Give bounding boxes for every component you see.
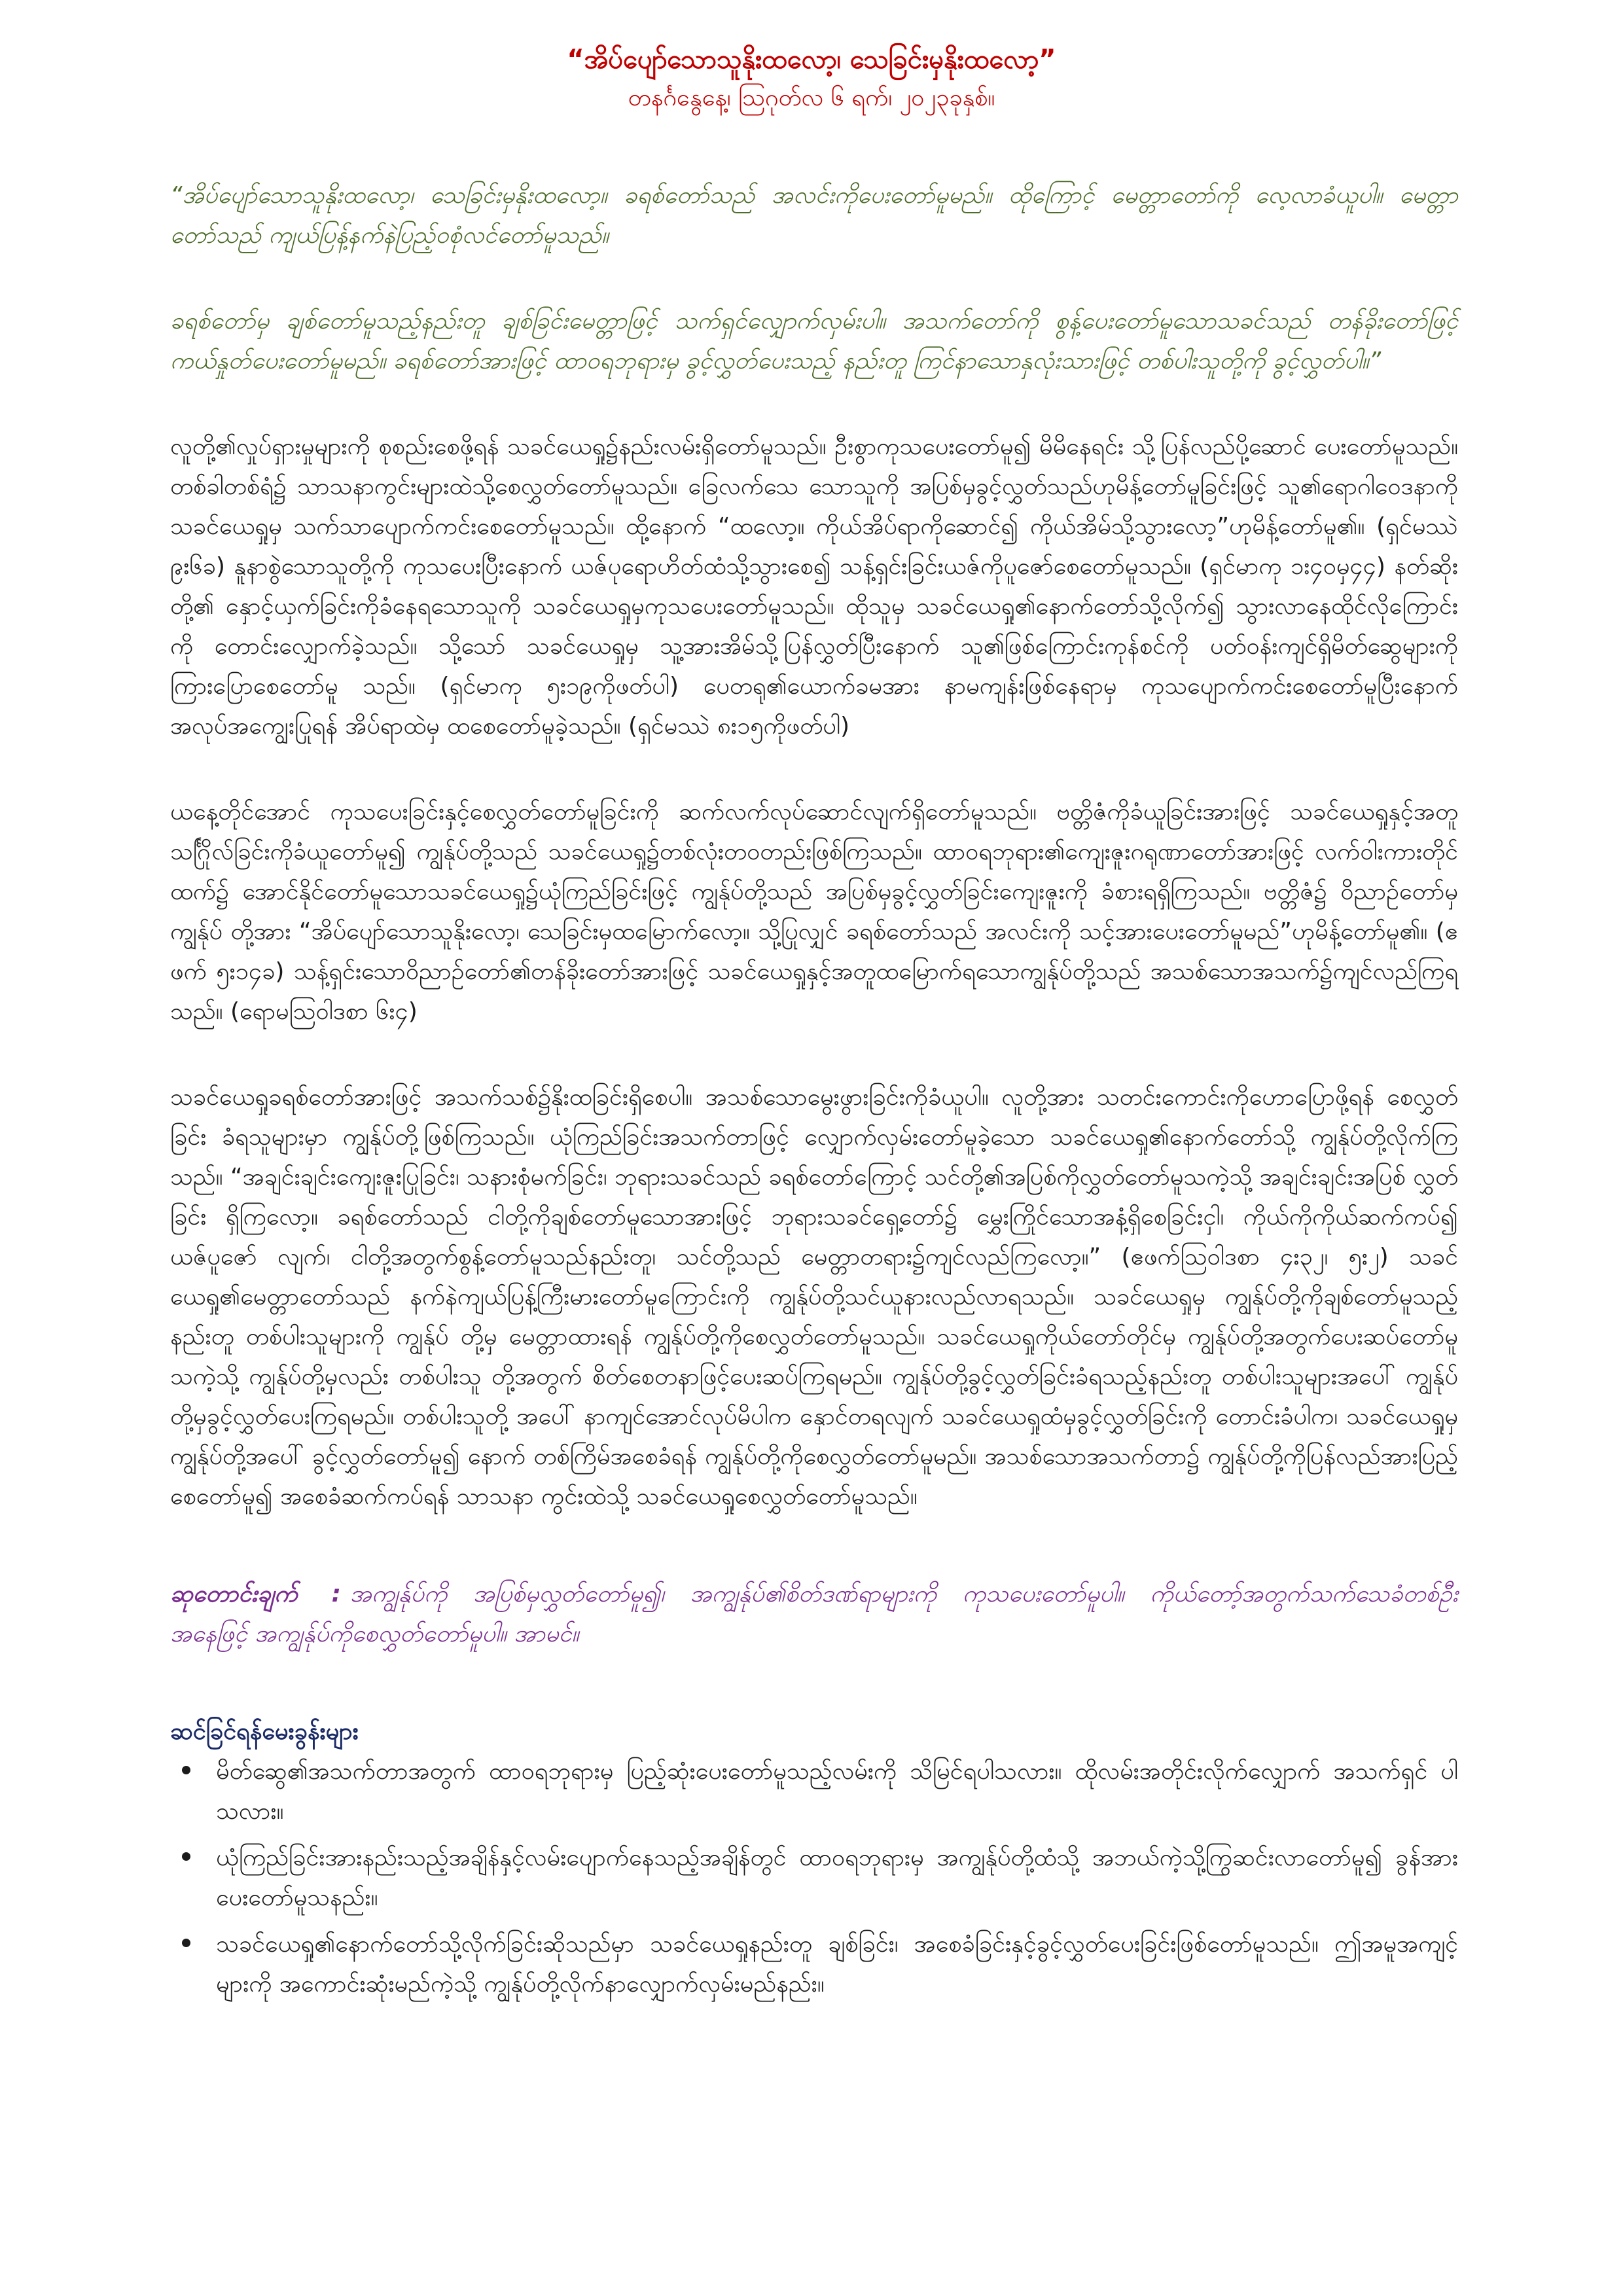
bullet-icon — [182, 1939, 190, 1947]
scripture-quote-1: “အိပ်ပျော်သောသူနိုးထလော့၊ သေခြင်းမှနိုးထလော့။ ခရစ်တော်သည် အလင်းကိုပေးတော်မူမည်။ ထိုကြောင့် မေတ္တာတော်ကို လေ့လာခံယူပါ။ မေတ္တာတော်သည် ကျယ်ပြန့်နက်နဲပြည့်ဝစုံလင်တော်မူသည်။ — [170, 182, 1458, 249]
prayer-colon: : — [331, 1581, 341, 1607]
document-body — [170, 175, 1458, 2011]
question-text: ယုံကြည်ခြင်းအားနည်းသည့်အချိန်နှင့်လမ်းပျောက်နေသည့်အချိန်တွင် ထာဝရဘုရားမှ အကျွန်ုပ်တို့ထံသို့ အဘယ်ကဲ့သို့ကြွဆင်းလာတော်မူ၍ ခွန်အား ပေးတော်မူသနည်း။ — [216, 1844, 1458, 1911]
prayer-label: ဆုတောင်းချက် — [170, 1581, 298, 1607]
questions-list — [170, 1751, 1458, 2004]
bullet-icon — [182, 1766, 190, 1774]
body-paragraph-1: လူတို့၏လှုပ်ရှားမှုများကို စုစည်းစေဖို့ရန် သခင်ယေရှု၌နည်းလမ်းရှိတော်မူသည်။ ဦးစွာကုသပေးတော်မူ၍ မိမိနေရင်း သို့ပြန်လည်ပို့ဆောင် ပေးတော်မူသည်။ တစ်ခါတစ်ရံ၌ သာသနာကွင်းများထဲသို့စေလွှတ်တော်မူသည်။ ခြေလက်သေ သောသူကို အပြစ်မှခွင့်လွှတ်သည်ဟုမိန့်တော်မူခြင်းဖြင့် သူ၏ရောဂါဝေဒနာကို သခင်ယေရှုမှ သက်သာပျောက်ကင်းစေတော်မူသည်။ ထို့နောက် “ထလော့။ ကိုယ်အိပ်ရာကိုဆောင်၍ ကိုယ်အိမ်သို့သွားလော့”ဟုမိန့်တော်မူ၏။ (ရှင်မဿဲ ၉း၆ခ) နူနာစွဲသောသူတို့ကို ကုသပေးပြီးနောက် ယဇ်ပုရောဟိတ်ထံသို့သွားစေ၍ သန့်ရှင်းခြင်းယဇ်ကိုပူဇော်စေတော်မူသည်။ (ရှင်မာကု ၁း၄၀မှ၄၄) နတ်ဆိုးတို့၏ နှောင့်ယှက်ခြင်းကိုခံနေရသောသူကို သခင်ယေရှုမှကုသပေးတော်မူသည်။ ထိုသူမှ သခင်ယေရှု၏နောက်တော်သို့လိုက်၍ သွားလာနေထိုင်လိုကြောင်းကို တောင်းလျှောက်ခဲ့သည်။ သို့သော် သခင်ယေရှုမှ သူ့အားအိမ်သို့ပြန်လွှတ်ပြီးနောက် သူ၏ဖြစ်ကြောင်းကုန်စင်ကို ပတ်ဝန်းကျင်ရှိမိတ်ဆွေများကို ကြားပြောစေတော်မူ သည်။ (ရှင်မာကု ၅း၁၉ကိုဖတ်ပါ) ပေတရု၏ယောက်ခမအား နာမကျန်းဖြစ်နေရာမှ ကုသပျောက်ကင်းစေတော်မူပြီးနောက် အလုပ်အကျွေးပြုရန် အိပ်ရာထဲမှ ထစေတော်မူခဲ့သည်။ (ရှင်မဿဲ ၈း၁၅ကိုဖတ်ပါ) — [170, 433, 1458, 740]
question-item — [170, 1751, 1458, 1831]
prayer-text: အကျွန်ုပ်ကို အပြစ်မှလွှတ်တော်မူ၍၊ အကျွန်ုပ်၏စိတ်ဒဏ်ရာများကို ကုသပေးတော်မူပါ။ ကိုယ်တော့်အတွက်သက်သေခံတစ်ဦးအနေဖြင့် အကျွန်ုပ်ကိုစေလွှတ်တော်မူပါ။ အာမင်။ — [170, 1581, 1458, 1647]
body-paragraph-2: ယနေ့တိုင်အောင် ကုသပေးခြင်းနှင့်စေလွှတ်တော်မူခြင်းကို ဆက်လက်လုပ်ဆောင်လျက်ရှိတော်မူသည်။ ဗတ္တိဇံကိုခံယူခြင်းအားဖြင့် သခင်ယေရှုနှင့်အတူ သင်္ဂြိုလ်ခြင်းကိုခံယူတော်မူ၍ ကျွန်ုပ်တို့သည် သခင်ယေရှု၌တစ်လုံးတဝတည်းဖြစ်ကြသည်။ ထာဝရဘုရား၏ကျေးဇူးဂရုဏာတော်အားဖြင့် လက်ဝါးကားတိုင် ထက်၌ အောင်နိုင်တော်မူသောသခင်ယေရှု၌ယုံကြည်ခြင်းဖြင့် ကျွန်ုပ်တို့သည် အပြစ်မှခွင့်လွှတ်ခြင်းကျေးဇူးကို ခံစားရရှိကြသည်။ ဗတ္တိဇံ၌ ဝိညာဉ်တော်မှ ကျွန်ုပ် တို့အား “အိပ်ပျော်သောသူနိုးလော့၊ သေခြင်းမှထမြောက်လော့။ သို့ပြုလျှင် ခရစ်တော်သည် အလင်းကို သင့်အားပေးတော်မူမည်”ဟုမိန့်တော်မူ၏။ (ဧဖက် ၅း၁၄ခ) သန့်ရှင်းသောဝိညာဉ်တော်၏တန်ခိုးတော်အားဖြင့် သခင်ယေရှုနှင့်အတူထမြောက်ရသောကျွန်ုပ်တို့သည် အသစ်သောအသက်၌ကျင်လည်ကြရသည်။ (ရောမဩဝါဒစာ ၆း၄) — [170, 798, 1458, 1025]
body-paragraph-3: သခင်ယေရှုခရစ်တော်အားဖြင့် အသက်သစ်၌နိုးထခြင်းရှိစေပါ။ အသစ်သောမွေးဖွားခြင်းကိုခံယူပါ။ လူတို့အား သတင်းကောင်းကိုဟောပြောဖို့ရန် စေလွှတ်ခြင်း ခံရသူများမှာ ကျွန်ုပ်တို့ဖြစ်ကြသည်။ ယုံကြည်ခြင်းအသက်တာဖြင့် လျှောက်လှမ်းတော်မူခဲ့သော သခင်ယေရှု၏နောက်တော်သို့ ကျွန်ုပ်တို့လိုက်ကြသည်။ “အချင်းချင်းကျေးဇူးပြုခြင်း၊ သနားစုံမက်ခြင်း၊ ဘုရားသခင်သည် ခရစ်တော်ကြောင့် သင်တို့၏အပြစ်ကိုလွှတ်တော်မူသကဲ့သို့ အချင်းချင်းအပြစ် လွှတ်ခြင်း ရှိကြလော့။ ခရစ်တော်သည် ငါတို့ကိုချစ်တော်မူသောအားဖြင့် ဘုရားသခင်ရှေ့တော်၌ မွှေးကြိုင်သောအနံ့ရှိစေခြင်းငှါ၊ ကိုယ်ကိုကိုယ်ဆက်ကပ်၍ ယဇ်ပူဇော် လျက်၊ ငါတို့အတွက်စွန့်တော်မူသည်နည်းတူ၊ သင်တို့သည် မေတ္တာတရား၌ကျင်လည်ကြလော့။” (ဧဖက်ဩဝါဒစာ ၄း၃၂၊ ၅း၂) သခင်ယေရှု၏မေတ္တာတော်သည် နက်နဲကျယ်ပြန့်ကြီးမားတော်မူကြောင်းကို ကျွန်ုပ်တို့သင်ယူနားလည်လာရသည်။ သခင်ယေရှုမှ ကျွန်ုပ်တို့ကိုချစ်တော်မူသည့်နည်းတူ တစ်ပါးသူများကို ကျွန်ုပ် တို့မှ မေတ္တာထားရန် ကျွန်ုပ်တို့ကိုစေလွှတ်တော်မူသည်။ သခင်ယေရှုကိုယ်တော်တိုင်မှ ကျွန်ုပ်တို့အတွက်ပေးဆပ်တော်မူသကဲ့သို့ ကျွန်ုပ်တို့မှလည်း တစ်ပါးသူ တို့အတွက် စိတ်စေတနာဖြင့်ပေးဆပ်ကြရမည်။ ကျွန်ုပ်တို့ခွင့်လွှတ်ခြင်းခံရသည့်နည်းတူ တစ်ပါးသူများအပေါ် ကျွန်ုပ်တို့မှခွင့်လွှတ်ပေးကြရမည်။ တစ်ပါးသူတို့ အပေါ် နာကျင်အောင်လုပ်မိပါက နှောင်တရလျက် သခင်ယေရှုထံမှခွင့်လွှတ်ခြင်းကို တောင်းခံပါက၊ သခင်ယေရှုမှ ကျွန်ုပ်တို့အပေါ် ခွင့်လွှတ်တော်မူ၍ နောက် တစ်ကြိမ်အစေခံရန် ကျွန်ုပ်တို့ကိုစေလွှတ်တော်မူမည်။ အသစ်သောအသက်တာ၌ ကျွန်ုပ်တို့ကိုပြန်လည်အားပြည့်စေတော်မူ၍ အစေခံဆက်ကပ်ရန် သာသနာ ကွင်းထဲသို့ သခင်ယေရှုစေလွှတ်တော်မူသည်။ — [170, 1084, 1458, 1510]
question-item — [170, 1838, 1458, 1918]
question-text: မိတ်ဆွေ၏အသက်တာအတွက် ထာဝရဘုရားမှ ပြည့်ဆုံးပေးတော်မူသည့်လမ်းကို သိမြင်ရပါသလား။ ထိုလမ်းအတိုင်းလိုက်လျှောက် အသက်ရှင် ပါသလား။ — [216, 1758, 1458, 1825]
prayer-section — [170, 1574, 1458, 1654]
question-item — [170, 1924, 1458, 2004]
date-line: တနင်္ဂနွေနေ့၊ ဩဂုတ်လ ၆ ရက်၊ ၂၀၂၃ခုနှစ်။ — [628, 84, 995, 111]
page-title: “အိပ်ပျော်သောသူနိုးထလော့၊ သေခြင်းမှနိုးထလော့” — [567, 45, 1056, 75]
question-text: သခင်ယေရှု၏နောက်တော်သို့လိုက်ခြင်းဆိုသည်မှာ သခင်ယေရှုနည်းတူ ချစ်ခြင်း၊ အစေခံခြင်းနှင့်ခွင့်လွှတ်ပေးခြင်းဖြစ်တော်မူသည်။ ဤအမူအကျင့် များကို အကောင်းဆုံးမည်ကဲ့သို့ ကျွန်ုပ်တို့လိုက်နာလျှောက်လှမ်းမည်နည်း။ — [216, 1931, 1458, 1998]
scripture-quote-2: ခရစ်တော်မှ ချစ်တော်မူသည့်နည်းတူ ချစ်ခြင်းမေတ္တာဖြင့် သက်ရှင်လျှောက်လှမ်းပါ။ အသက်တော်ကို စွန့်ပေးတော်မူသောသခင်သည် တန်ခိုးတော်ဖြင့် ကယ်နှုတ်ပေးတော်မူမည်။ ခရစ်တော်အားဖြင့် ထာဝရဘုရားမှ ခွင့်လွှတ်ပေးသည့် နည်းတူ ကြင်နာသောနှလုံးသားဖြင့် တစ်ပါးသူတို့ကို ခွင့်လွှတ်ပါ။” — [170, 308, 1458, 374]
questions-heading: ဆင်ခြင်ရန်မေးခွန်းများ — [170, 1718, 359, 1745]
document-header — [0, 39, 1623, 117]
bullet-icon — [182, 1852, 190, 1861]
